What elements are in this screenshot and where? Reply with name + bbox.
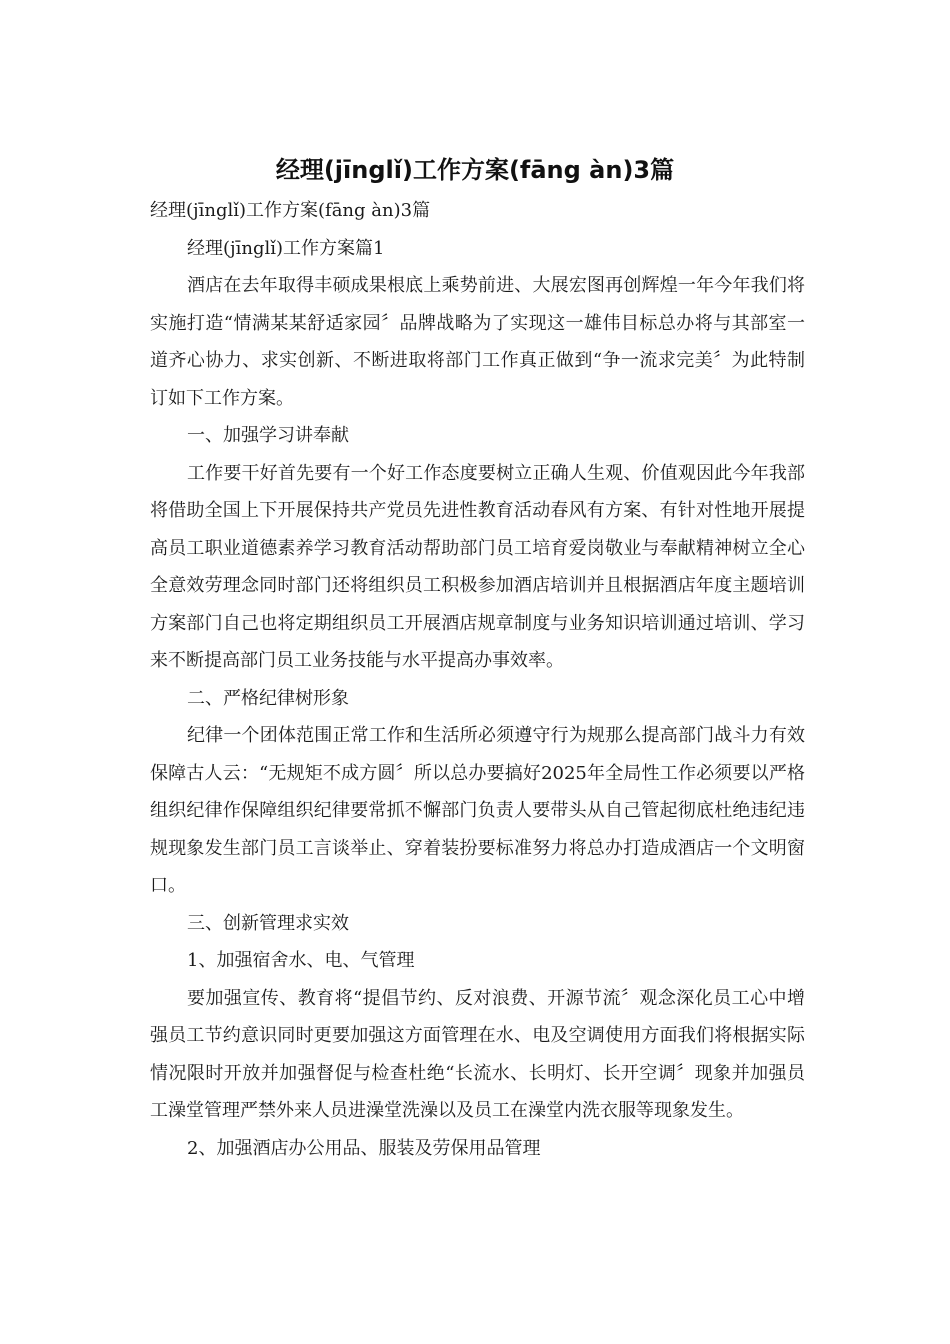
subheading-supplies: 2、加强酒店办公用品、服装及劳保用品管理 <box>187 1137 541 1159</box>
heading-management: 三、创新管理求实效 <box>187 912 349 934</box>
dormitory-paragraph: 要加强宣传、教育将“提倡节约、反对浪费、开源节流〞观念深化员工心中增强员工节约意识同时更要加强这方面管理在水、电及空调使用方面我们将根据实际情况限时开放并加强督促与检查杜绝“长流水、长明灯、长开空调〞现象并加强员工澡堂管理严禁外来人员进澡堂洗澡以及员工在澡堂内洗衣服等现象发生。 <box>150 987 805 1121</box>
section-heading-plan-1: 经理(jīnglǐ)工作方案篇1 <box>187 237 385 259</box>
intro-paragraph: 酒店在去年取得丰硕成果根底上乘势前进、大展宏图再创辉煌一年今年我们将实施打造“情满某某舒适家园〞品牌战略为了实现这一雄伟目标总办将与其部室一道齐心协力、求实创新、不断进取将部门工作真正做到“争一流求完美〞为此特制订如下工作方案。 <box>150 275 805 409</box>
discipline-paragraph: 纪律一个团体范围正常工作和生活所必须遵守行为规那么提高部门战斗力有效保障古人云：“无规矩不成方圆〞所以总办要搞好2025年全局性工作必须要以严格组织纪律作保障组织纪律要常抓不懈部门负责人要带头从自己管起彻底杜绝违纪违规现象发生部门员工言谈举止、穿着装扮要标准努力将总办打造成酒店一个文明窗口。 <box>150 725 805 896</box>
learning-paragraph: 工作要干好首先要有一个好工作态度要树立正确人生观、价值观因此今年我部将借助全国上下开展保持共产党员先进性教育活动春风有方案、有针对性地开展提高员工职业道德素养学习教育活动帮助部门员工培育爱岗敬业与奉献精神树立全心全意效劳理念同时部门还将组织员工积极参加酒店培训并且根据酒店年度主题培训方案部门自己也将定期组织员工开展酒店规章制度与业务知识培训通过培训、学习来不断提高部门员工业务技能与水平提高办事效率。 <box>150 462 805 671</box>
heading-learning: 一、加强学习讲奉献 <box>187 425 349 446</box>
subtitle-line: 经理(jīnglǐ)工作方案(fāng àn)3篇 <box>150 200 431 221</box>
heading-discipline: 二、严格纪律树形象 <box>187 687 349 709</box>
document-title: 经理(jīnglǐ)工作方案(fāng àn)3篇 <box>275 156 675 184</box>
subheading-dormitory: 1、加强宿舍水、电、气管理 <box>187 950 415 971</box>
document-body <box>150 192 805 1167</box>
